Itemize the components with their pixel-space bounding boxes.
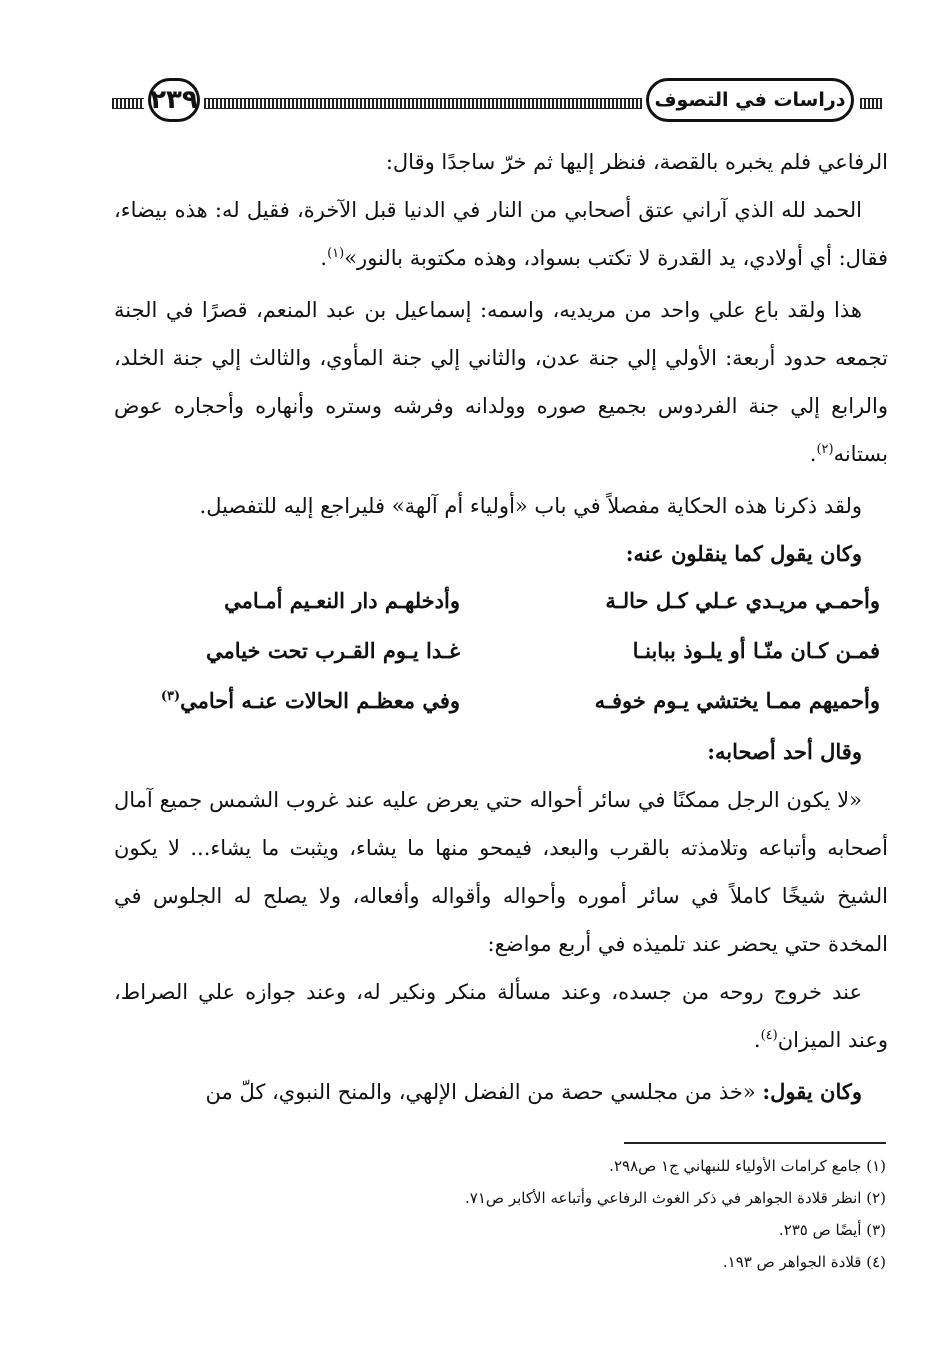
footnote-separator — [624, 1142, 886, 1144]
verse-line — [120, 576, 880, 626]
page-number-frame — [148, 78, 200, 122]
verse-first-hemistich: وأحميهم ممـا يختشي يـوم خوفـه — [594, 688, 880, 713]
footnote-ref: (٣) — [160, 689, 181, 704]
footnote: (٣) أيضًا ص ٢٣٥. — [778, 1221, 886, 1239]
paragraph: الحمد لله الذي آراني عتق أصحابي من النار في الدنيا قبل الآخرة، فقيل له: هذه بيضاء، فقال: أي أولادي، يد القدرة لا تكتب بسواد، وهذه مكتوبة بالنور»$^{(١)}$. — [114, 198, 888, 270]
paragraph-text: هذا ولقد باع علي واحد من مريديه، واسمه: إسماعيل بن عبد المنعم، قصرًا في الجنة تجمعه حدود أربعة: الأولي إلي جنة عدن، والثاني إلي جنة المأوي، والثالث إلي جنة الخلد، والرابع إلي جنة الفردوس بجميع صوره وولدانه وفرشه وستره وأنهاره وأحجاره عوض بستانه — [114, 298, 888, 466]
paragraph-lead: وكان يقول: — [762, 1079, 862, 1104]
footnote-ref: (٢) — [816, 442, 834, 457]
verse-line — [120, 626, 880, 676]
paragraph: عند خروج روحه من جسده، وعند مسألة منكر ونكير له، وعند جوازه علي الصراط، وعند الميزان$^{(٤)}$. — [114, 980, 888, 1052]
footnote-ref: (١) — [327, 246, 345, 261]
verse-second-hemistich — [120, 676, 460, 726]
body-text-top — [114, 138, 888, 578]
header-ornament-rule — [860, 98, 882, 109]
paragraph-text: الحمد لله الذي آراني عتق أصحابي من النار في الدنيا قبل الآخرة، فقيل له: هذه بيضاء، فقال: أي أولادي، يد القدرة لا تكتب بسواد، وهذه مكتوبة بالنور» — [114, 198, 888, 270]
verse-intro: وكان يقول كما ينقلون عنه: — [625, 541, 862, 566]
page-number: ٢٣٩ — [150, 85, 198, 115]
poem — [120, 576, 880, 726]
book-title-frame — [646, 78, 854, 122]
verse-second-hemistich: غـدا يـوم القـرب تحت خيامي — [206, 638, 460, 663]
quote-intro: وقال أحد أصحابه: — [707, 739, 862, 764]
footnotes — [240, 1150, 886, 1278]
paragraph — [114, 1068, 888, 1116]
header-ornament-rule — [112, 98, 144, 109]
paragraph: الرفاعي فلم يخبره بالقصة، فنظر إليها ثم خرّ ساجدًا وقال: — [385, 150, 888, 174]
header-ornament-rule — [204, 98, 642, 109]
footnote-ref: (٤) — [760, 1028, 778, 1043]
paragraph-text: عند خروج روحه من جسده، وعند مسألة منكر ونكير له، وعند جوازه علي الصراط، وعند الميزان — [114, 980, 888, 1052]
footnote: (٤) قلادة الجواهر ص ١٩٣. — [722, 1253, 886, 1271]
verse-first-hemistich: وأحمـي مريـدي عـلي كـل حالـة — [605, 588, 880, 613]
footnote: (١) جامع كرامات الأولياء للنبهاني ج١ ص٢٩٨. — [609, 1157, 886, 1175]
footnote: (٢) انظر قلادة الجواهر في ذكر الغوث الرفاعي وأتباعه الأكابر ص٧١. — [465, 1189, 886, 1207]
paragraph: ولقد ذكرنا هذه الحكاية مفصلاً في باب «أولياء أم آلهة» فليراجع إليه للتفصيل. — [199, 494, 862, 518]
verse-text: وفي معظـم الحالات عنـه أحامي — [180, 688, 460, 713]
verse-first-hemistich: فمـن كـان منّـا أو يلـوذ ببابنـا — [632, 638, 880, 663]
body-text-bottom — [114, 728, 888, 1116]
book-title: دراسات في التصوف — [654, 89, 846, 111]
paragraph: «لا يكون الرجل ممكنًا في سائر أحواله حتي يعرض عليه عند غروب الشمس جميع آمال أصحابه وأتباعه وتلامذته بالقرب والبعد، فيمحو منها ما يشاء، ويثبت ما يشاء... لا يكون الشيخ شيخًا كاملاً في سائر أموره وأحواله وأقواله وأفعاله، ولا يصلح له الجلوس في المخدة حتي يحضر عند تلميذه في أربع مواضع: — [114, 788, 888, 956]
verse-second-hemistich: وأدخلهـم دار النعـيم أمـامي — [224, 588, 460, 613]
verse-line — [120, 676, 880, 726]
paragraph: هذا ولقد باع علي واحد من مريديه، واسمه: إسماعيل بن عبد المنعم، قصرًا في الجنة تجمعه حدود أربعة: الأولي إلي جنة عدن، والثاني إلي جنة المأوي، والثالث إلي جنة الخلد، والرابع إلي جنة الفردوس بجميع صوره وولدانه وفرشه وستره وأنهاره وأحجاره عوض بستانه$^{(٢)}$. — [114, 298, 888, 466]
paragraph-text: «خذ من مجلسي حصة من الفضل الإلهي، والمنح النبوي، كلّ من — [205, 1080, 763, 1104]
running-header — [112, 72, 882, 130]
